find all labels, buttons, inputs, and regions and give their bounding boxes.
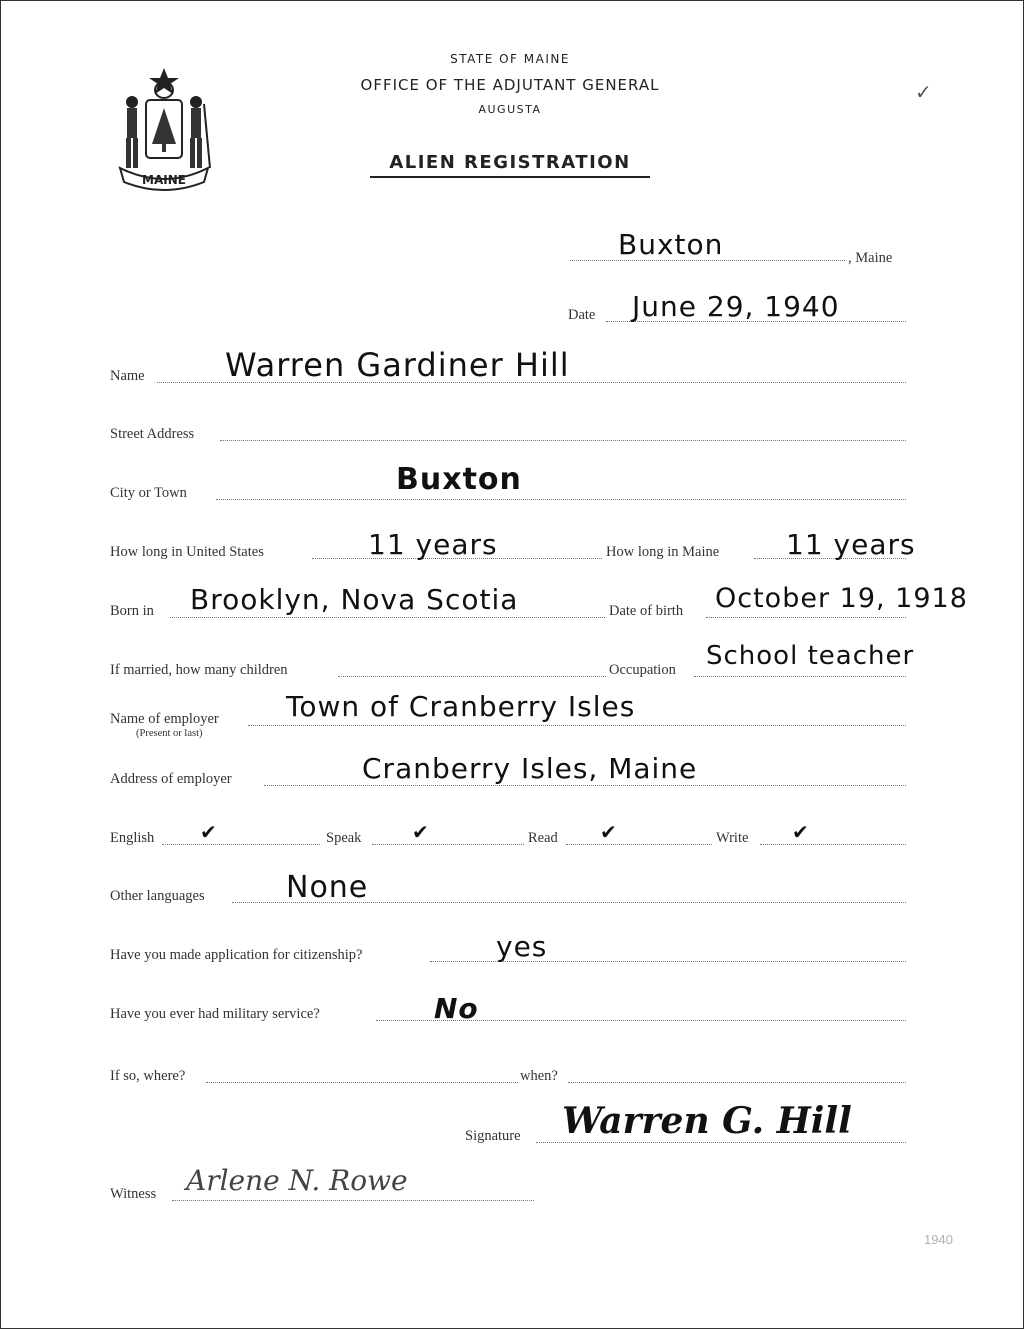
name-value: Warren Gardiner Hill xyxy=(225,346,570,384)
witness-line xyxy=(172,1200,534,1201)
maine-time-label: How long in Maine xyxy=(606,544,720,560)
us-time-value: 11 years xyxy=(368,528,498,561)
form-title: ALIEN REGISTRATION xyxy=(370,152,650,178)
margin-check-mark: ✓ xyxy=(915,80,933,104)
dob-label: Date of birth xyxy=(609,603,684,619)
occupation-label: Occupation xyxy=(609,662,676,678)
header-office: OFFICE OF THE ADJUTANT GENERAL xyxy=(360,76,660,94)
born-value: Brooklyn, Nova Scotia xyxy=(190,583,519,616)
children-label: If married, how many children xyxy=(110,662,288,678)
header-state: STATE OF MAINE xyxy=(450,52,570,66)
date-value: June 29, 1940 xyxy=(632,290,840,323)
born-label: Born in xyxy=(110,603,154,619)
dob-value: October 19, 1918 xyxy=(715,583,968,614)
street-label: Street Address xyxy=(110,426,195,442)
employer-value: Town of Cranberry Isles xyxy=(286,690,636,723)
where-line xyxy=(206,1082,518,1083)
speak-label: Speak xyxy=(326,830,362,846)
citizenship-label: Have you made application for citizenship? xyxy=(110,947,363,963)
witness-value: Arlene N. Rowe xyxy=(186,1164,408,1197)
city-label: City or Town xyxy=(110,485,187,501)
when-label: when? xyxy=(520,1068,558,1084)
born-line xyxy=(170,617,605,618)
date-label: Date xyxy=(568,307,596,323)
state-seal xyxy=(112,64,216,194)
town-value: Buxton xyxy=(618,228,724,261)
write-label: Write xyxy=(716,830,749,846)
city-value: Buxton xyxy=(396,462,522,497)
read-line xyxy=(566,844,712,845)
where-label: If so, where? xyxy=(110,1068,186,1084)
write-line xyxy=(760,844,906,845)
signature-value: Warren G. Hill xyxy=(562,1100,852,1142)
occupation-line xyxy=(694,676,906,677)
employer-line xyxy=(248,725,906,726)
maine-label: , Maine xyxy=(848,250,893,266)
employer-address-line xyxy=(264,785,906,786)
name-label: Name xyxy=(110,368,145,384)
signature-label: Signature xyxy=(465,1128,521,1144)
other-languages-value: None xyxy=(286,870,369,905)
children-line xyxy=(338,676,606,677)
military-label: Have you ever had military service? xyxy=(110,1006,320,1022)
read-label: Read xyxy=(528,830,558,846)
seal-text: MAINE xyxy=(142,173,186,187)
dob-line xyxy=(706,617,906,618)
us-time-label: How long in United States xyxy=(110,544,264,560)
when-line xyxy=(568,1082,906,1083)
signature-line xyxy=(536,1142,906,1143)
english-check: ✔ xyxy=(200,820,217,844)
city-line xyxy=(216,499,906,500)
english-label: English xyxy=(110,830,155,846)
header-city: AUGUSTA xyxy=(478,103,542,116)
english-line xyxy=(162,844,320,845)
employer-sublabel: (Present or last) xyxy=(136,728,203,739)
employer-label: Name of employer xyxy=(110,711,219,727)
street-line xyxy=(220,440,906,441)
maine-time-value: 11 years xyxy=(786,528,916,561)
speak-check: ✔ xyxy=(412,820,429,844)
speak-line xyxy=(372,844,524,845)
read-check: ✔ xyxy=(600,820,617,844)
employer-address-label: Address of employer xyxy=(110,771,232,787)
military-value: No xyxy=(434,992,479,1025)
faint-stamp: 1940 xyxy=(924,1232,953,1247)
witness-label: Witness xyxy=(110,1186,157,1202)
occupation-value: School teacher xyxy=(706,641,915,671)
employer-address-value: Cranberry Isles, Maine xyxy=(362,752,698,785)
write-check: ✔ xyxy=(792,820,809,844)
citizenship-value: yes xyxy=(496,930,548,963)
other-languages-label: Other languages xyxy=(110,888,205,904)
